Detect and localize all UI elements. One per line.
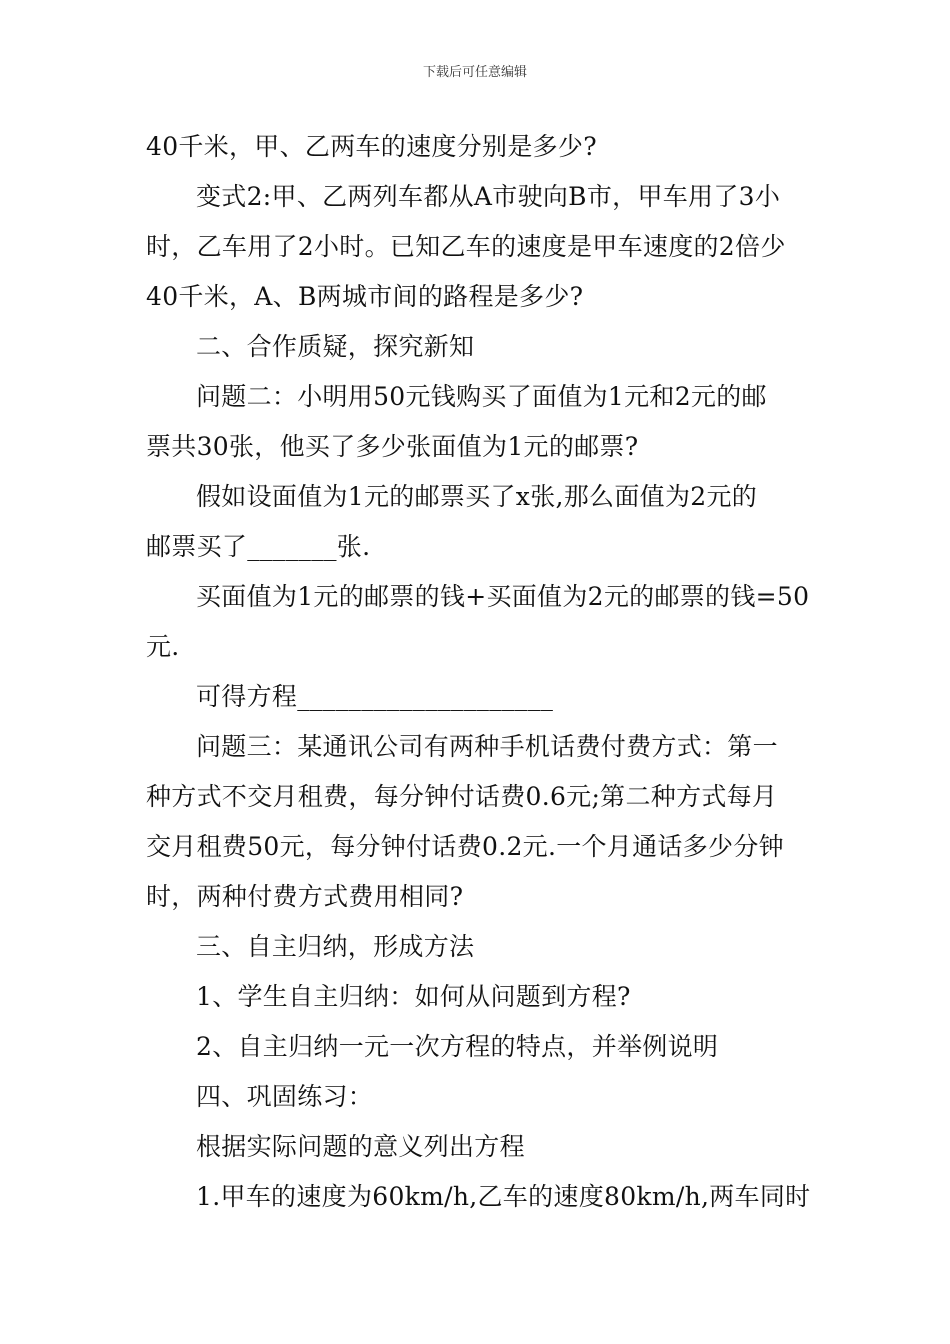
text-line: 假如设面值为1元的邮票买了x张,那么面值为2元的 [196,482,758,511]
page-header: 下载后可任意编辑 [422,65,527,80]
text-line: 2、自主归纳一元一次方程的特点，并举例说明 [196,1032,719,1061]
text-line: 时，两种付费方式费用相同? [146,882,464,911]
text-line: 元. [146,632,180,661]
section-heading: 四、巩固练习： [196,1082,374,1111]
text-line: 买面值为1元的邮票的钱+买面值为2元的邮票的钱=50 [196,582,810,611]
text-line: 邮票买了_______张. [146,532,371,561]
section-heading: 二、合作质疑，探究新知 [196,332,475,361]
document-body [146,122,811,1222]
text-line: 时，乙车用了2小时。已知乙车的速度是甲车速度的2倍少 [146,232,786,261]
text-line: 1、学生自主归纳：如何从问题到方程? [196,982,631,1011]
text-line: 问题二：小明用50元钱购买了面值为1元和2元的邮 [196,382,767,411]
text-line: 根据实际问题的意义列出方程 [196,1132,525,1161]
text-line: 问题三：某通讯公司有两种手机话费付费方式：第一 [196,732,778,761]
text-line: 种方式不交月租费，每分钟付话费0.6元;第二种方式每月 [146,782,778,811]
text-line: 40千米，A、B两城市间的路程是多少? [146,282,584,311]
text-line: 可得方程____________________ [196,682,554,711]
text-line: 变式2:甲、乙两列车都从A市驶向B市，甲车用了3小 [196,182,781,211]
text-line: 1.甲车的速度为60km/h,乙车的速度80km/h,两车同时 [196,1182,811,1211]
text-line: 票共30张，他买了多少张面值为1元的邮票? [146,432,639,461]
text-line: 40千米，甲、乙两车的速度分别是多少? [146,132,597,161]
section-heading: 三、自主归纳，形成方法 [196,932,475,961]
text-line: 交月租费50元，每分钟付话费0.2元.一个月通话多少分钟 [146,832,784,861]
